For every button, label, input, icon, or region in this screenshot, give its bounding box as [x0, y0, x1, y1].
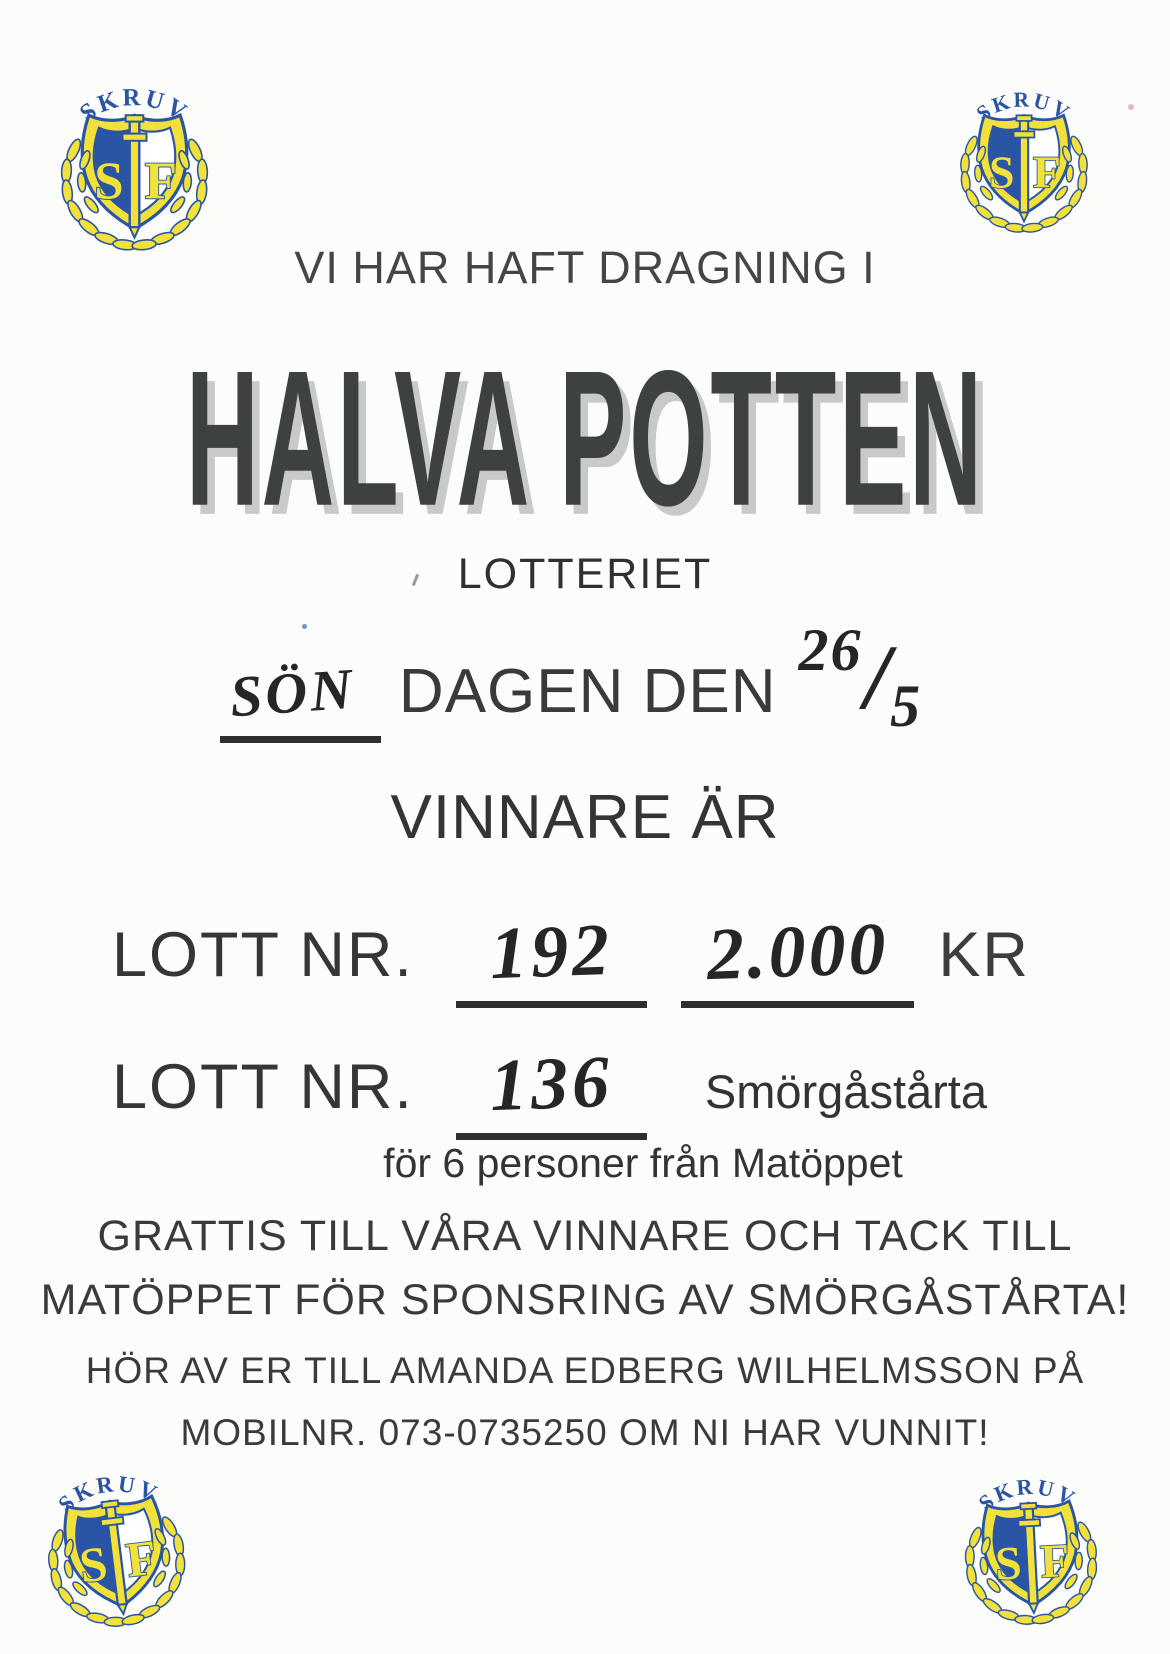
- handwritten-day: SÖN: [227, 655, 358, 730]
- prize-name: Smörgåstårta: [704, 1065, 987, 1118]
- date-denominator: 5: [890, 673, 921, 739]
- skruv-sf-badge-icon: [52, 56, 217, 252]
- contact-line-1: HÖR AV ER TILL AMANDA EDBERG WILHELMSSON PÅ: [85, 1350, 1085, 1391]
- lot-row-2: [112, 1040, 987, 1140]
- contact-line-2: MOBILNR. 073-0735250 OM NI HAR VUNNIT!: [180, 1412, 990, 1453]
- thanks-line-1: GRATTIS TILL VÅRA VINNARE OCH TACK TILL: [97, 1212, 1073, 1260]
- lot-label: LOTT NR.: [112, 1052, 414, 1122]
- lot-number-underline: [456, 908, 647, 1008]
- prize-amount-underline: [681, 908, 915, 1008]
- scan-speck: [1128, 104, 1134, 110]
- date-slash: /: [864, 626, 891, 728]
- handwritten-prize-amount: 2.000: [705, 907, 890, 997]
- skruv-sf-badge-icon: [27, 1437, 200, 1636]
- lot-row-1: [112, 908, 1030, 1008]
- skruv-sf-badge-icon: [951, 1446, 1108, 1630]
- date-line: [0, 617, 1155, 743]
- thanks-line-2: MATÖPPET FÖR SPONSRING AV SMÖRGÅSTÅRTA!: [40, 1276, 1130, 1324]
- currency-label: KR: [938, 920, 1030, 990]
- handwritten-lot-number: 136: [488, 1040, 615, 1128]
- winners-heading: VINNARE ÄR: [390, 783, 780, 852]
- date-numerator: 26: [798, 617, 863, 683]
- printed-day-suffix: DAGEN DEN: [398, 657, 777, 726]
- handwritten-lot-number: 192: [488, 908, 615, 996]
- poster-subtitle: LOTTERIET: [457, 550, 713, 598]
- lot-label: LOTT NR.: [112, 920, 414, 990]
- handwritten-day-underline: [220, 655, 381, 743]
- intro-line: VI HAR HAFT DRAGNING I: [294, 242, 876, 293]
- poster-title: HALVA POTTEN: [185, 331, 985, 547]
- handwritten-date: [798, 617, 921, 739]
- lot-number-underline: [456, 1040, 647, 1140]
- poster-title-wrap: [0, 330, 1170, 547]
- prize-detail: för 6 personer från Matöppet: [383, 1140, 903, 1186]
- skruv-sf-badge-icon: [953, 64, 1095, 234]
